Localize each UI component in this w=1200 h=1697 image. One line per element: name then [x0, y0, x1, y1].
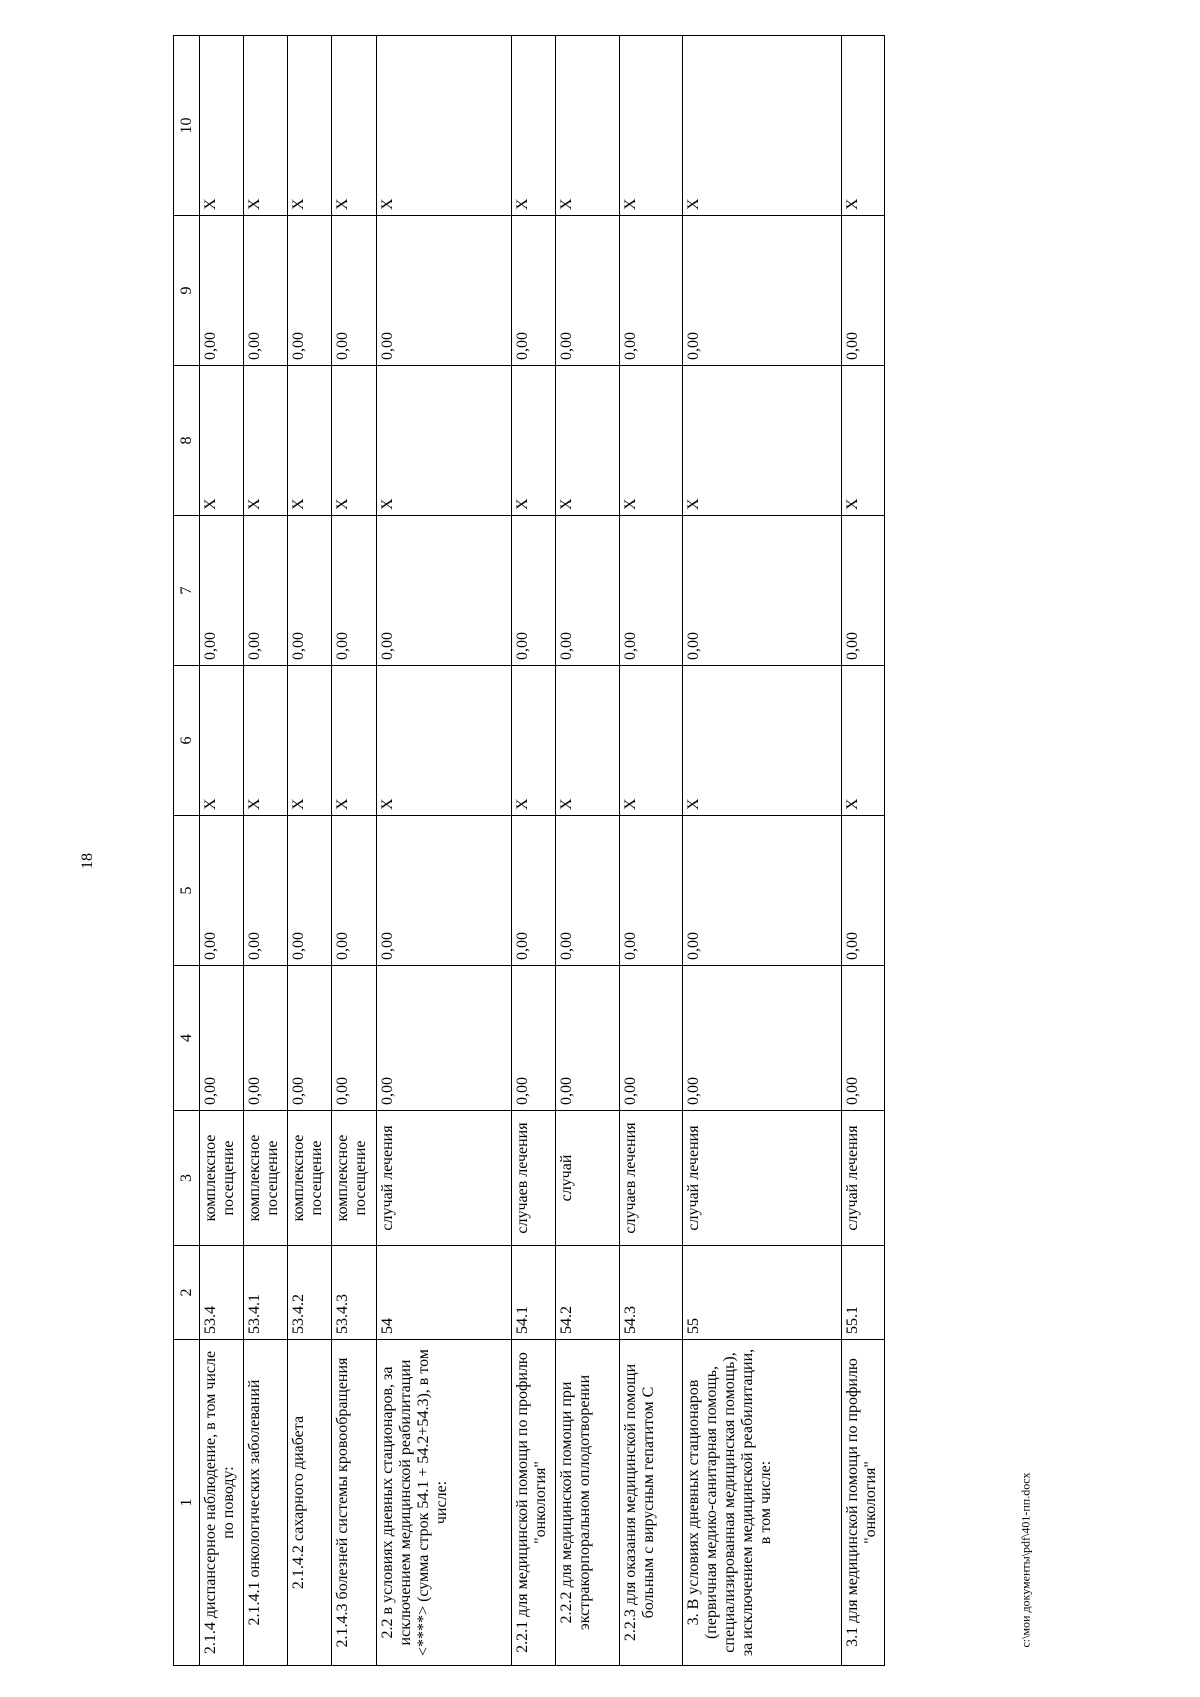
cell-value: 0,00: [841, 816, 884, 966]
cell-value: X: [200, 366, 243, 516]
row-unit: случай лечения: [841, 1111, 884, 1246]
row-name: 2.1.4.3 болезней системы кровообращения: [332, 1340, 376, 1666]
row-code: 54: [376, 1246, 511, 1340]
table-row: [512, 36, 556, 1666]
cell-value: 0,00: [288, 966, 332, 1111]
cell-value: X: [841, 666, 884, 816]
row-code: 53.4.2: [288, 1246, 332, 1340]
row-unit: комплексное посещение: [288, 1111, 332, 1246]
table-row: [288, 36, 332, 1666]
row-name: 2.1.4 диспансерное наблюдение, в том числе по поводу:: [200, 1340, 243, 1666]
row-name: 2.2 в условиях дневных стационаров, за исключением медицинской реабилитации <****> (сумма строк 54.1 + 54.2+54.3), в том числе:: [376, 1340, 511, 1666]
cell-value: 0,00: [376, 216, 511, 366]
cell-value: 0,00: [556, 966, 619, 1111]
cell-value: X: [512, 366, 556, 516]
cell-value: X: [376, 36, 511, 216]
row-unit: комплексное посещение: [200, 1111, 243, 1246]
row-name: 2.1.4.2 сахарного диабета: [288, 1340, 332, 1666]
cell-value: X: [556, 666, 619, 816]
cell-value: 0,00: [243, 516, 287, 666]
cell-value: X: [683, 36, 841, 216]
cell-value: 0,00: [332, 816, 376, 966]
cell-value: 0,00: [556, 216, 619, 366]
col-header: 7: [174, 516, 200, 666]
row-code: 55.1: [841, 1246, 884, 1340]
cell-value: X: [619, 666, 682, 816]
cell-value: X: [243, 666, 287, 816]
cell-value: 0,00: [332, 966, 376, 1111]
cell-value: 0,00: [556, 516, 619, 666]
cell-value: 0,00: [512, 216, 556, 366]
row-code: 54.2: [556, 1246, 619, 1340]
row-name: 2.2.3 для оказания медицинской помощи больным с вирусным гепатитом С: [619, 1340, 682, 1666]
row-name: 3.1 для медицинской помощи по профилю "онкология": [841, 1340, 884, 1666]
cell-value: X: [200, 666, 243, 816]
table-row: [376, 36, 511, 1666]
cell-value: 0,00: [512, 966, 556, 1111]
table-row: [332, 36, 376, 1666]
row-code: 54.3: [619, 1246, 682, 1340]
col-header: 4: [174, 966, 200, 1111]
row-unit: случай лечения: [376, 1111, 511, 1246]
row-unit: случаев лечения: [619, 1111, 682, 1246]
col-header: 8: [174, 366, 200, 516]
cell-value: 0,00: [200, 516, 243, 666]
cell-value: X: [332, 666, 376, 816]
row-name: 2.2.1 для медицинской помощи по профилю "онкология": [512, 1340, 556, 1666]
cell-value: 0,00: [376, 516, 511, 666]
cell-value: X: [619, 36, 682, 216]
col-header: 5: [174, 816, 200, 966]
cell-value: 0,00: [841, 216, 884, 366]
rotated-table-container: [173, 36, 885, 1666]
cell-value: 0,00: [288, 816, 332, 966]
row-code: 54.1: [512, 1246, 556, 1340]
table-row: [200, 36, 243, 1666]
cell-value: X: [376, 666, 511, 816]
cell-value: 0,00: [243, 816, 287, 966]
cell-value: X: [376, 366, 511, 516]
col-header: 2: [174, 1246, 200, 1340]
cell-value: 0,00: [376, 816, 511, 966]
cell-value: 0,00: [288, 516, 332, 666]
cell-value: 0,00: [619, 516, 682, 666]
row-unit: комплексное посещение: [243, 1111, 287, 1246]
cell-value: 0,00: [619, 816, 682, 966]
table-row: [556, 36, 619, 1666]
cell-value: 0,00: [512, 816, 556, 966]
row-code: 55: [683, 1246, 841, 1340]
cell-value: 0,00: [556, 816, 619, 966]
cell-value: 0,00: [619, 216, 682, 366]
cell-value: 0,00: [841, 966, 884, 1111]
cell-value: 0,00: [841, 516, 884, 666]
cell-value: 0,00: [200, 216, 243, 366]
cell-value: 0,00: [619, 966, 682, 1111]
col-header: 3: [174, 1111, 200, 1246]
page-number: 18: [79, 853, 96, 869]
table-row: [619, 36, 682, 1666]
cell-value: X: [512, 36, 556, 216]
row-code: 53.4.1: [243, 1246, 287, 1340]
cell-value: 0,00: [200, 966, 243, 1111]
cell-value: 0,00: [243, 966, 287, 1111]
col-header: 10: [174, 36, 200, 216]
cell-value: 0,00: [332, 516, 376, 666]
cell-value: X: [841, 366, 884, 516]
cell-value: X: [556, 36, 619, 216]
cell-value: 0,00: [288, 216, 332, 366]
cell-value: X: [683, 366, 841, 516]
cell-value: 0,00: [512, 516, 556, 666]
table-row: [683, 36, 841, 1666]
cell-value: X: [243, 36, 287, 216]
cell-value: 0,00: [332, 216, 376, 366]
cell-value: X: [243, 366, 287, 516]
cell-value: X: [200, 36, 243, 216]
cell-value: X: [288, 36, 332, 216]
header-row: [174, 36, 200, 1666]
cell-value: 0,00: [243, 216, 287, 366]
col-header: 6: [174, 666, 200, 816]
cell-value: X: [683, 666, 841, 816]
footer-file-path: c:\мои документы\pdf\401-пп.docx: [1018, 1472, 1033, 1648]
row-unit: случай: [556, 1111, 619, 1246]
cell-value: X: [288, 666, 332, 816]
row-code: 53.4.3: [332, 1246, 376, 1340]
cell-value: X: [332, 366, 376, 516]
cell-value: X: [556, 366, 619, 516]
table-row: [841, 36, 884, 1666]
cell-value: 0,00: [200, 816, 243, 966]
cell-value: 0,00: [376, 966, 511, 1111]
row-unit: комплексное посещение: [332, 1111, 376, 1246]
col-header: 1: [174, 1340, 200, 1666]
row-name: 3. В условиях дневных стационаров (первичная медико-санитарная помощь, специализированная медицинская помощь), за исключением медицинской реабилитации, в том числе:: [683, 1340, 841, 1666]
data-table: [173, 35, 885, 1666]
cell-value: X: [512, 666, 556, 816]
col-header: 9: [174, 216, 200, 366]
row-unit: случаев лечения: [512, 1111, 556, 1246]
table-row: [243, 36, 287, 1666]
cell-value: X: [841, 36, 884, 216]
cell-value: X: [332, 36, 376, 216]
row-unit: случай лечения: [683, 1111, 841, 1246]
cell-value: 0,00: [683, 216, 841, 366]
cell-value: X: [288, 366, 332, 516]
row-name: 2.1.4.1 онкологических заболеваний: [243, 1340, 287, 1666]
cell-value: 0,00: [683, 516, 841, 666]
cell-value: X: [619, 366, 682, 516]
row-name: 2.2.2 для медицинской помощи при экстракорпоральном оплодотворении: [556, 1340, 619, 1666]
cell-value: 0,00: [683, 966, 841, 1111]
row-code: 53.4: [200, 1246, 243, 1340]
cell-value: 0,00: [683, 816, 841, 966]
